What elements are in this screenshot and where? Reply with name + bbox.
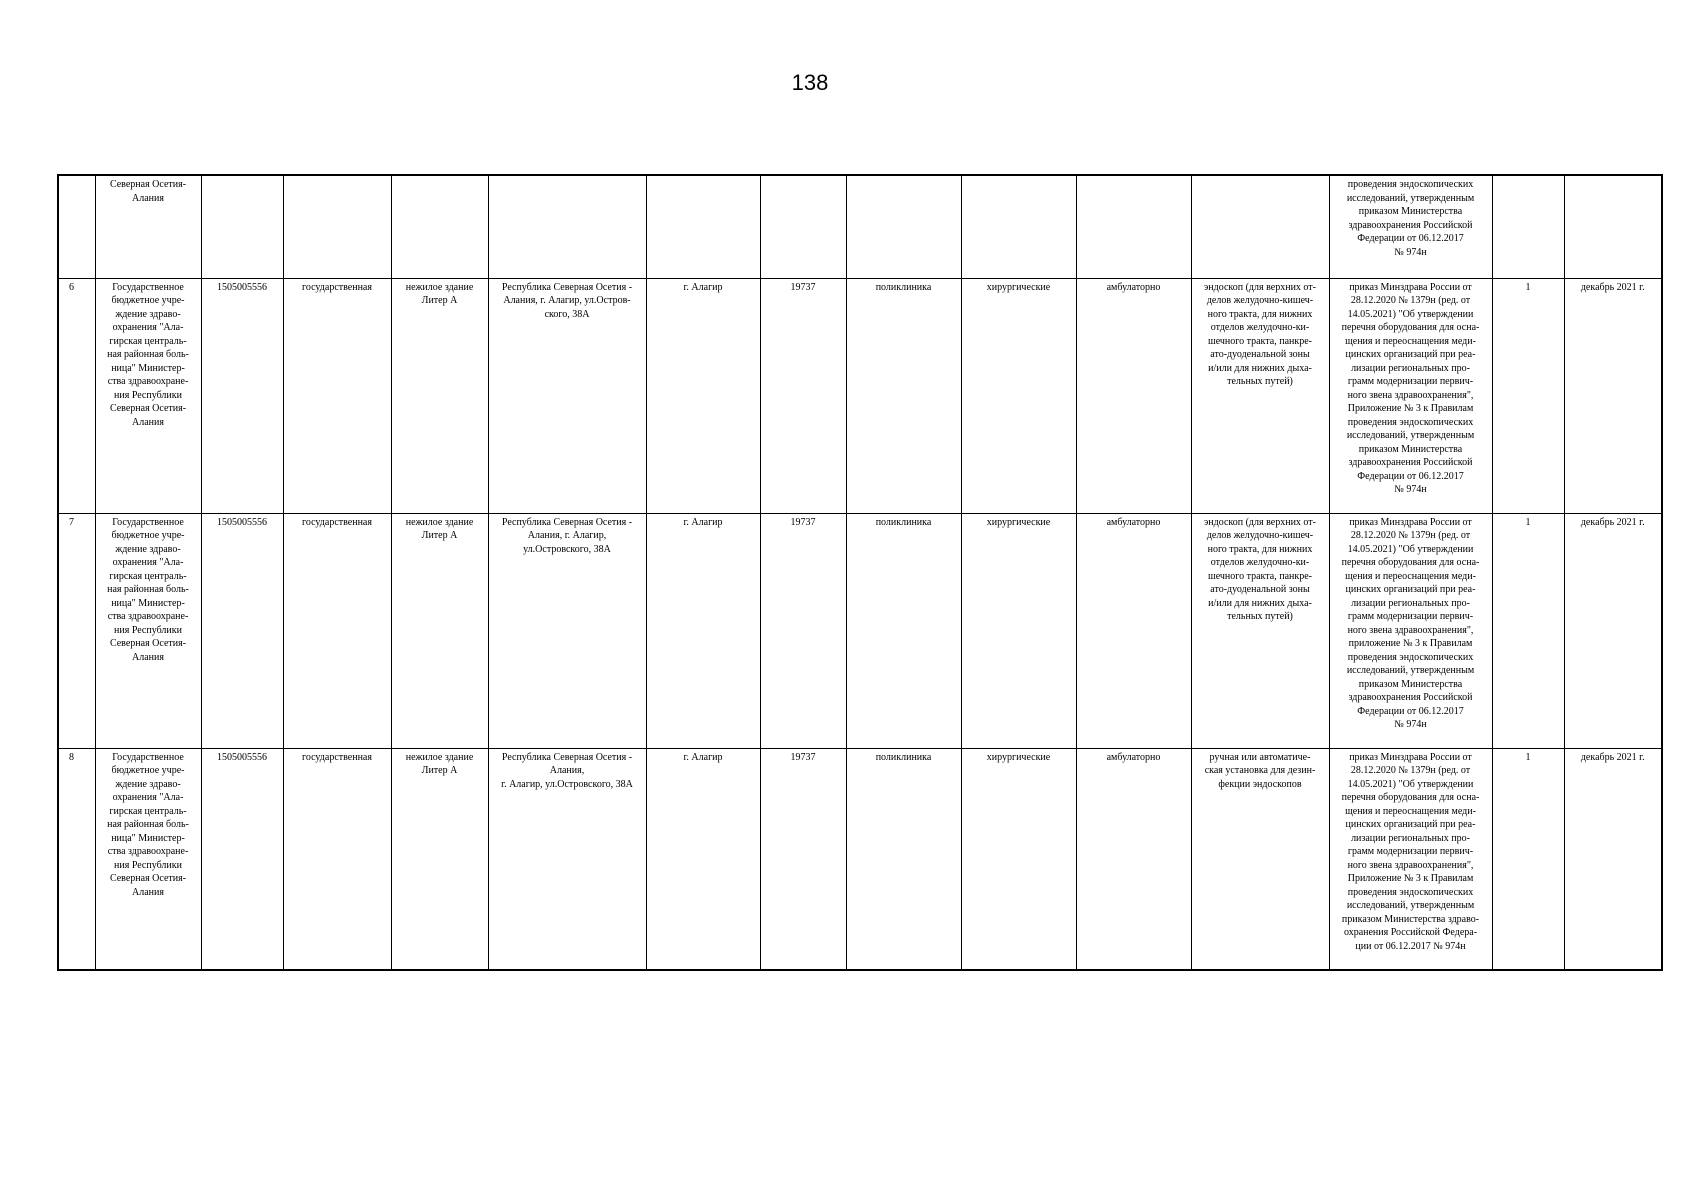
cell-population: 19737 bbox=[760, 278, 846, 513]
cell-population bbox=[760, 175, 846, 278]
cell-quantity: 1 bbox=[1492, 278, 1564, 513]
table-row bbox=[58, 513, 1662, 748]
cell-facility-type: поликлиника bbox=[846, 278, 961, 513]
equipment-registry-table bbox=[57, 174, 1663, 971]
cell-ownership: государственная bbox=[283, 513, 391, 748]
cell-care-form: амбулаторно bbox=[1076, 513, 1191, 748]
cell-normative: приказ Минздрава России от 28.12.2020 № 1379н (ред. от 14.05.2021) "Об утверждении перечня оборудования для осна- щения и переоснащения меди- цинских организаций при реа- лизации региональных про- грамм модернизации первич- ного звена здравоохранения", Приложение № 3 к Правилам проведения эндоскопических исследований, утвержденным приказом Министерства здраво- охранения Российской Федера- ции от 06.12.2017 № 974н bbox=[1329, 748, 1492, 970]
page-number: 138 bbox=[791, 70, 829, 95]
cell-deadline: декабрь 2021 г. bbox=[1564, 748, 1662, 970]
cell-inn: 1505005556 bbox=[201, 278, 283, 513]
cell-care-form: амбулаторно bbox=[1076, 278, 1191, 513]
cell-profile bbox=[961, 175, 1076, 278]
cell-equipment: эндоскоп (для верхних от- делов желудочно-кишеч- ного тракта, для нижних отделов желудочно-ки- шечного тракта, панкре- ато-дуоденальной зоны и/или для нижних дыха- тельных путей) bbox=[1191, 513, 1329, 748]
cell-facility-type bbox=[846, 175, 961, 278]
cell-organization: Государственное бюджетное учре- ждение здраво- охранения "Ала- гирская централь- ная районная боль- ница" Министер- ства здравоохране- ния Республики Северная Осетия- Алания bbox=[95, 278, 201, 513]
cell-inn: 1505005556 bbox=[201, 748, 283, 970]
cell-normative: проведения эндоскопических исследований, утвержденным приказом Министерства здравоохранения Российской Федерации от 06.12.2017 № 974н bbox=[1329, 175, 1492, 278]
cell-building: нежилое здание Литер А bbox=[391, 748, 488, 970]
cell-building: нежилое здание Литер А bbox=[391, 513, 488, 748]
cell-quantity: 1 bbox=[1492, 513, 1564, 748]
cell-row-number bbox=[58, 175, 95, 278]
cell-row-number: 8 bbox=[58, 748, 95, 970]
cell-normative: приказ Минздрава России от 28.12.2020 № 1379н (ред. от 14.05.2021) "Об утверждении перечня оборудования для осна- щения и переоснащения меди- цинских организаций при реа- лизации региональных про- грамм модернизации первич- ного звена здравоохранения", Приложение № 3 к Правилам проведения эндоскопических исследований, утвержденным приказом Министерства здравоохранения Российской Федерации от 06.12.2017 № 974н bbox=[1329, 278, 1492, 513]
cell-population: 19737 bbox=[760, 748, 846, 970]
table-row bbox=[58, 278, 1662, 513]
cell-ownership: государственная bbox=[283, 748, 391, 970]
cell-quantity: 1 bbox=[1492, 748, 1564, 970]
cell-equipment: ручная или автоматиче- ская установка для дезин- фекции эндоскопов bbox=[1191, 748, 1329, 970]
cell-deadline bbox=[1564, 175, 1662, 278]
cell-profile: хирургические bbox=[961, 513, 1076, 748]
cell-locality: г. Алагир bbox=[646, 278, 760, 513]
cell-ownership: государственная bbox=[283, 278, 391, 513]
cell-building: нежилое здание Литер А bbox=[391, 278, 488, 513]
cell-deadline: декабрь 2021 г. bbox=[1564, 278, 1662, 513]
cell-facility-type: поликлиника bbox=[846, 513, 961, 748]
cell-equipment bbox=[1191, 175, 1329, 278]
cell-locality: г. Алагир bbox=[646, 748, 760, 970]
cell-row-number: 6 bbox=[58, 278, 95, 513]
cell-facility-type: поликлиника bbox=[846, 748, 961, 970]
cell-address: Республика Северная Осетия - Алания, г. Алагир, ул.Островского, 38А bbox=[488, 748, 646, 970]
table-row bbox=[58, 748, 1662, 970]
cell-deadline: декабрь 2021 г. bbox=[1564, 513, 1662, 748]
cell-address: Республика Северная Осетия - Алания, г. Алагир, ул.Остров- ского, 38А bbox=[488, 278, 646, 513]
cell-ownership bbox=[283, 175, 391, 278]
cell-normative: приказ Минздрава России от 28.12.2020 № 1379н (ред. от 14.05.2021) "Об утверждении перечня оборудования для осна- щения и переоснащения меди- цинских организаций при реа- лизации региональных про- грамм модернизации первич- ного звена здравоохранения", приложение № 3 к Правилам проведения эндоскопических исследований, утвержденным приказом Министерства здравоохранения Российской Федерации от 06.12.2017 № 974н bbox=[1329, 513, 1492, 748]
cell-care-form: амбулаторно bbox=[1076, 748, 1191, 970]
table-row-continuation bbox=[58, 175, 1662, 278]
cell-address bbox=[488, 175, 646, 278]
cell-care-form bbox=[1076, 175, 1191, 278]
cell-profile: хирургические bbox=[961, 748, 1076, 970]
cell-profile: хирургические bbox=[961, 278, 1076, 513]
cell-quantity bbox=[1492, 175, 1564, 278]
cell-population: 19737 bbox=[760, 513, 846, 748]
cell-organization: Северная Осетия- Алания bbox=[95, 175, 201, 278]
cell-inn: 1505005556 bbox=[201, 513, 283, 748]
cell-organization: Государственное бюджетное учре- ждение здраво- охранения "Ала- гирская централь- ная районная боль- ница" Министер- ства здравоохране- ния Республики Северная Осетия- Алания bbox=[95, 513, 201, 748]
cell-organization: Государственное бюджетное учре- ждение здраво- охранения "Ала- гирская централь- ная районная боль- ница" Министер- ства здравоохране- ния Республики Северная Осетия- Алания bbox=[95, 748, 201, 970]
cell-address: Республика Северная Осетия - Алания, г. Алагир, ул.Островского, 38А bbox=[488, 513, 646, 748]
cell-building bbox=[391, 175, 488, 278]
cell-row-number: 7 bbox=[58, 513, 95, 748]
cell-equipment: эндоскоп (для верхних от- делов желудочно-кишеч- ного тракта, для нижних отделов желудочно-ки- шечного тракта, панкре- ато-дуоденальной зоны и/или для нижних дыха- тельных путей) bbox=[1191, 278, 1329, 513]
cell-locality bbox=[646, 175, 760, 278]
cell-locality: г. Алагир bbox=[646, 513, 760, 748]
cell-inn bbox=[201, 175, 283, 278]
